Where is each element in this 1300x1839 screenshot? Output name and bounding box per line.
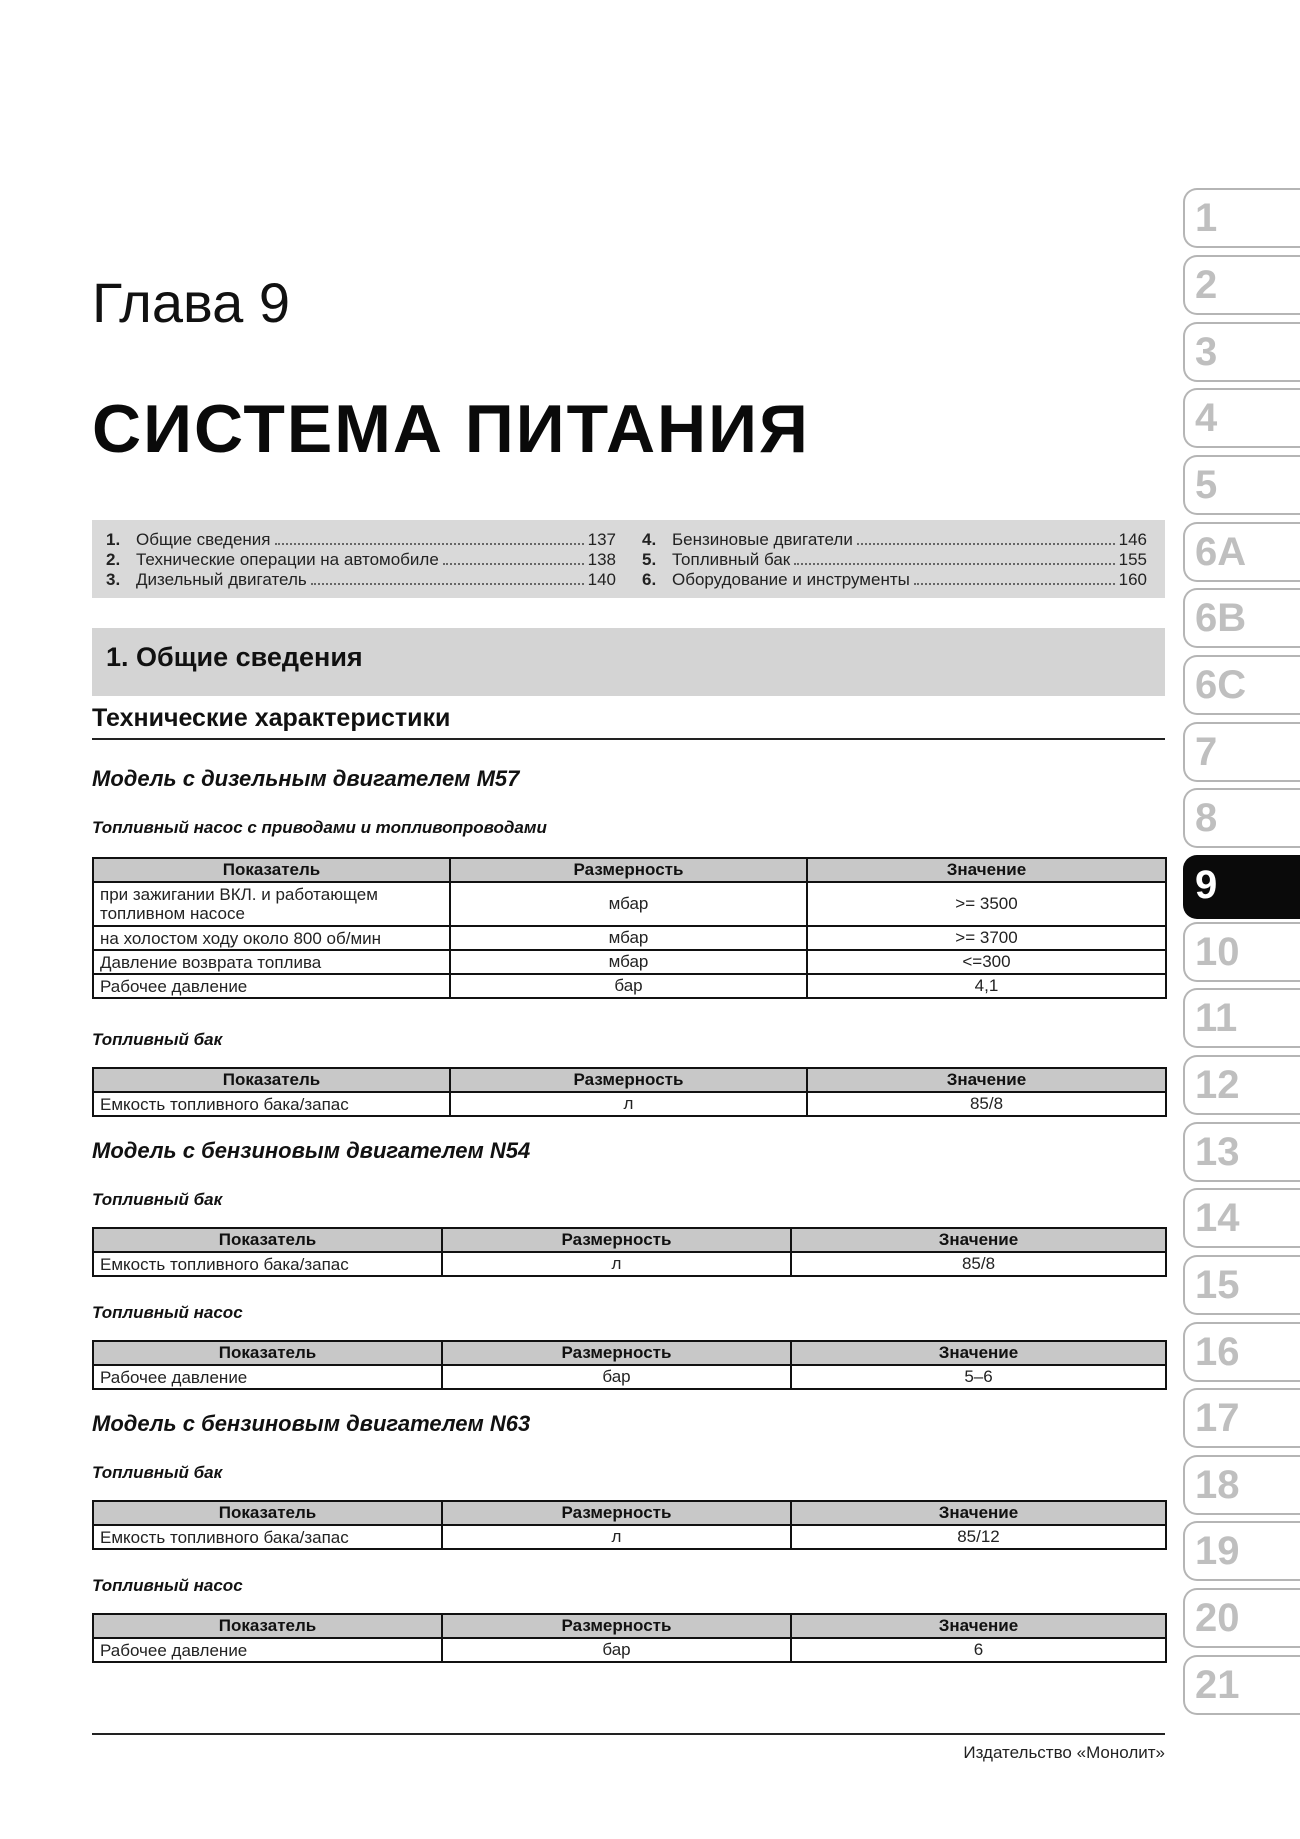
cell-param: Емкость топливного бака/запас: [93, 1252, 442, 1276]
toc-number: 6.: [642, 570, 657, 589]
toc-page: 155: [1118, 550, 1147, 569]
chapter-tab-label: 18: [1195, 1463, 1240, 1507]
header-value: Значение: [791, 1614, 1166, 1638]
toc-page: 146: [1118, 530, 1147, 549]
cell-unit: бар: [442, 1638, 791, 1662]
chapter-tab-5[interactable]: [1183, 455, 1300, 515]
table-n54-tank: [92, 1227, 1167, 1277]
cell-param: Рабочее давление: [93, 974, 450, 998]
cell-unit: л: [450, 1092, 807, 1116]
cell-value: >= 3700: [807, 926, 1166, 950]
chapter-tab-label: 3: [1195, 330, 1218, 374]
chapter-tab-label: 5: [1195, 463, 1218, 507]
model-heading-n54: Модель с бензиновым двигателем N54: [92, 1138, 531, 1163]
cell-unit: бар: [442, 1365, 791, 1389]
chapter-tab-6b[interactable]: [1183, 588, 1300, 648]
table-row: [93, 926, 1166, 950]
chapter-tab-label: 19: [1195, 1529, 1240, 1573]
toc-label: Бензиновые двигатели: [672, 530, 853, 549]
header-param: Показатель: [93, 1501, 442, 1525]
toc-number: 1.: [106, 530, 121, 549]
cell-param: Рабочее давление: [93, 1365, 442, 1389]
caption-m57-pump: Топливный насос с приводами и топливопроводами: [92, 818, 547, 837]
table-n63-tank: [92, 1500, 1167, 1550]
toc-label: Топливный бак: [672, 550, 791, 569]
table-row: [93, 950, 1166, 974]
toc-item[interactable]: [106, 570, 616, 590]
chapter-tab-label: 11: [1195, 996, 1238, 1040]
chapter-tab-label: 6B: [1195, 596, 1247, 640]
table-header-row: [93, 858, 1166, 882]
header-value: Значение: [791, 1501, 1166, 1525]
toc-leader: [311, 583, 584, 585]
table-row: [93, 1092, 1166, 1116]
caption-n63-tank: Топливный бак: [92, 1463, 223, 1482]
toc-item[interactable]: [106, 530, 616, 550]
caption-m57-tank: Топливный бак: [92, 1030, 223, 1049]
cell-value: 4,1: [807, 974, 1166, 998]
chapter-tab-label: 16: [1195, 1330, 1240, 1374]
header-param: Показатель: [93, 1228, 442, 1252]
toc-label: Дизельный двигатель: [136, 570, 307, 589]
chapter-tab-7[interactable]: [1183, 722, 1300, 782]
chapter-tab-label: 15: [1195, 1263, 1240, 1307]
header-value: Значение: [791, 1341, 1166, 1365]
cell-value: 85/12: [791, 1525, 1166, 1549]
chapter-tab-2[interactable]: [1183, 255, 1300, 315]
header-unit: Размерность: [442, 1614, 791, 1638]
header-unit: Размерность: [442, 1228, 791, 1252]
cell-unit: бар: [450, 974, 807, 998]
caption-n54-tank: Топливный бак: [92, 1190, 223, 1209]
chapter-tab-18[interactable]: [1183, 1455, 1300, 1515]
toc-page: 137: [587, 530, 616, 549]
chapter-tab-3[interactable]: [1183, 322, 1300, 382]
cell-param: Давление возврата топлива: [93, 950, 450, 974]
chapter-tab-label: 6C: [1195, 663, 1247, 707]
cell-value: 6: [791, 1638, 1166, 1662]
chapter-label: Глава 9: [92, 271, 290, 334]
toc-label: Оборудование и инструменты: [672, 570, 910, 589]
chapter-tab-17[interactable]: [1183, 1388, 1300, 1448]
footer-rule: [92, 1733, 1165, 1735]
header-unit: Размерность: [442, 1501, 791, 1525]
toc-number: 2.: [106, 550, 121, 569]
toc-leader: [857, 543, 1115, 545]
chapter-tab-8[interactable]: [1183, 788, 1300, 848]
table-m57-pump: [92, 857, 1167, 999]
chapter-tab-10[interactable]: [1183, 922, 1300, 982]
toc-column-right: [642, 530, 1147, 590]
header-unit: Размерность: [450, 1068, 807, 1092]
table-n54-pump: [92, 1340, 1167, 1390]
table-of-contents: [92, 520, 1165, 598]
cell-unit: мбар: [450, 926, 807, 950]
toc-number: 4.: [642, 530, 657, 549]
header-param: Показатель: [93, 1614, 442, 1638]
toc-leader: [914, 583, 1115, 585]
cell-unit: л: [442, 1525, 791, 1549]
subheading: Технические характеристики: [92, 704, 451, 732]
header-value: Значение: [791, 1228, 1166, 1252]
chapter-tab-label: 9: [1195, 863, 1218, 907]
toc-page: 138: [587, 550, 616, 569]
chapter-tab-label: 17: [1195, 1396, 1240, 1440]
cell-param: Емкость топливного бака/запас: [93, 1092, 450, 1116]
chapter-tab-label: 8: [1195, 796, 1218, 840]
chapter-tab-label: 1: [1195, 196, 1218, 240]
toc-item[interactable]: [642, 550, 1147, 570]
header-param: Показатель: [93, 858, 450, 882]
chapter-tab-16[interactable]: [1183, 1322, 1300, 1382]
toc-item[interactable]: [642, 570, 1147, 590]
chapter-tab-label: 12: [1195, 1063, 1240, 1107]
cell-unit: мбар: [450, 950, 807, 974]
toc-item[interactable]: [106, 550, 616, 570]
cell-value: <=300: [807, 950, 1166, 974]
chapter-tab-11[interactable]: [1183, 988, 1300, 1048]
section-heading-bar: [92, 628, 1165, 696]
toc-label: Общие сведения: [136, 530, 271, 549]
toc-number: 5.: [642, 550, 657, 569]
caption-n63-pump: Топливный насос: [92, 1576, 243, 1595]
section-heading: 1. Общие сведения: [106, 642, 363, 672]
toc-leader: [275, 543, 584, 545]
chapter-tab-20[interactable]: [1183, 1588, 1300, 1648]
chapter-tab-label: 13: [1195, 1130, 1240, 1174]
chapter-tab-19[interactable]: [1183, 1521, 1300, 1581]
cell-param: на холостом ходу около 800 об/мин: [93, 926, 450, 950]
cell-value: 85/8: [807, 1092, 1166, 1116]
chapter-tab-label: 2: [1195, 263, 1218, 307]
header-value: Значение: [807, 858, 1166, 882]
table-row: [93, 1252, 1166, 1276]
chapter-title: СИСТЕМА ПИТАНИЯ: [92, 391, 810, 467]
header-param: Показатель: [93, 1068, 450, 1092]
table-header-row: [93, 1501, 1166, 1525]
header-param: Показатель: [93, 1341, 442, 1365]
table-row: [93, 1638, 1166, 1662]
table-header-row: [93, 1614, 1166, 1638]
cell-unit: мбар: [450, 882, 807, 926]
chapter-tab-21[interactable]: [1183, 1655, 1300, 1715]
cell-param: Емкость топливного бака/запас: [93, 1525, 442, 1549]
table-header-row: [93, 1228, 1166, 1252]
chapter-tab-label: 14: [1195, 1196, 1240, 1240]
caption-n54-pump: Топливный насос: [92, 1303, 243, 1322]
toc-leader: [794, 563, 1114, 565]
toc-page: 160: [1118, 570, 1147, 589]
header-unit: Размерность: [450, 858, 807, 882]
chapter-tab-label: 21: [1195, 1663, 1240, 1707]
table-row: [93, 1525, 1166, 1549]
cell-param: при зажигании ВКЛ. и работающем топливном насосе: [93, 882, 450, 926]
subheading-rule: [92, 738, 1165, 740]
table-row: [93, 1365, 1166, 1389]
header-unit: Размерность: [442, 1341, 791, 1365]
chapter-tab-14[interactable]: [1183, 1188, 1300, 1248]
chapter-tab-12[interactable]: [1183, 1055, 1300, 1115]
toc-leader: [443, 563, 584, 565]
chapter-tab-label: 7: [1195, 730, 1218, 774]
chapter-tab-1[interactable]: [1183, 188, 1300, 248]
chapter-tab-13[interactable]: [1183, 1122, 1300, 1182]
header-value: Значение: [807, 1068, 1166, 1092]
chapter-tab-label: 6A: [1195, 530, 1247, 574]
toc-column-left: [106, 530, 616, 590]
chapter-tab-label: 10: [1195, 930, 1240, 974]
model-heading-n63: Модель с бензиновым двигателем N63: [92, 1411, 531, 1436]
chapter-tab-4[interactable]: [1183, 388, 1300, 448]
chapter-tab-6c[interactable]: [1183, 655, 1300, 715]
toc-number: 3.: [106, 570, 121, 589]
toc-page: 140: [587, 570, 616, 589]
cell-unit: л: [442, 1252, 791, 1276]
cell-value: >= 3500: [807, 882, 1166, 926]
chapter-tab-9-active[interactable]: [1183, 855, 1300, 919]
table-n63-pump: [92, 1613, 1167, 1663]
table-row: [93, 882, 1166, 926]
cell-value: 5–6: [791, 1365, 1166, 1389]
model-heading-m57: Модель с дизельным двигателем M57: [92, 766, 520, 791]
chapter-tab-15[interactable]: [1183, 1255, 1300, 1315]
table-header-row: [93, 1068, 1166, 1092]
cell-param: Рабочее давление: [93, 1638, 442, 1662]
toc-item[interactable]: [642, 530, 1147, 550]
cell-value: 85/8: [791, 1252, 1166, 1276]
chapter-tab-label: 20: [1195, 1596, 1240, 1640]
toc-label: Технические операции на автомобиле: [136, 550, 439, 569]
table-header-row: [93, 1341, 1166, 1365]
table-row: [93, 974, 1166, 998]
table-m57-tank: [92, 1067, 1167, 1117]
publisher-footer: Издательство «Монолит»: [963, 1743, 1165, 1762]
chapter-tab-6a[interactable]: [1183, 522, 1300, 582]
chapter-tab-label: 4: [1195, 396, 1218, 440]
